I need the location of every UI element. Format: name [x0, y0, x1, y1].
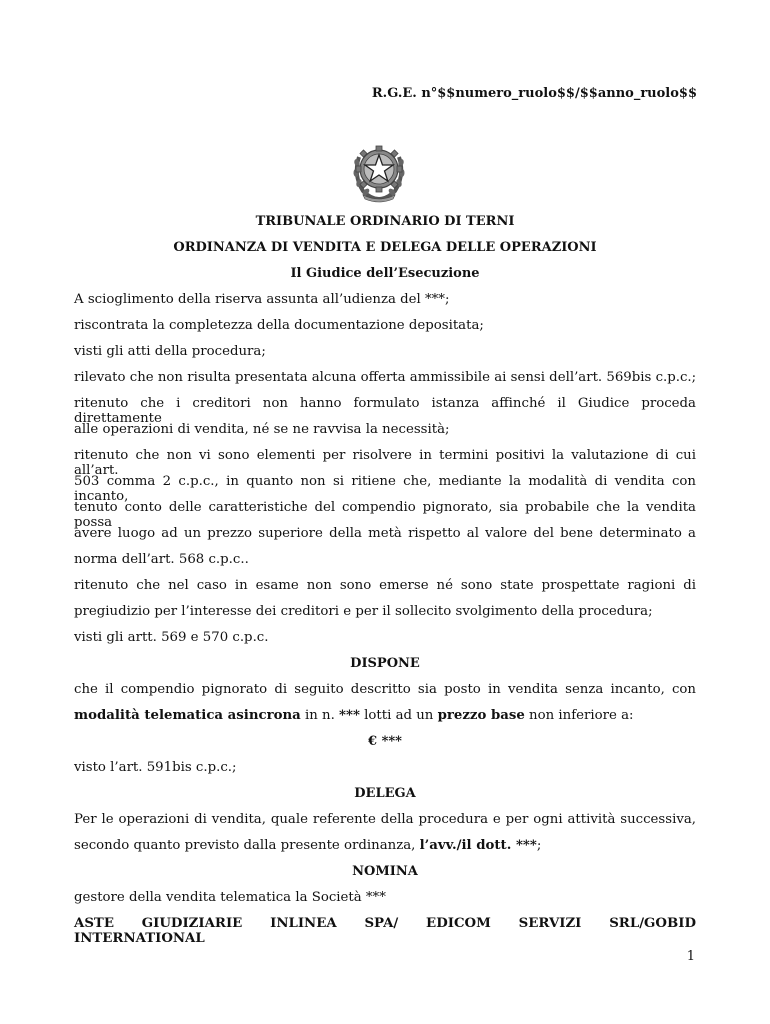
lots-count: *** — [339, 708, 360, 723]
delega-heading: DELEGA — [354, 786, 416, 801]
delega-text: secondo quanto previsto dalla presente ordinanza, — [74, 838, 420, 853]
body-line: visti gli artt. 569 e 570 c.p.c. — [74, 630, 269, 645]
rge-reference: R.G.E. n°$$numero_ruolo$$/$$anno_ruolo$$ — [371, 86, 697, 101]
body-line: ritenuto che non vi sono elementi per risolvere in termini positivi la valutazione di cui all’art. — [74, 448, 696, 478]
body-line: norma dell’art. 568 c.p.c.. — [74, 552, 249, 567]
nomina-line: gestore della vendita telematica la Società *** — [74, 890, 386, 905]
body-line: avere luogo ad un prezzo superiore della metà rispetto al valore del bene determinato a — [74, 526, 696, 541]
delega-line: Per le operazioni di vendita, quale referente della procedura e per ogni attività successiva, — [74, 812, 696, 827]
body-line: 503 comma 2 c.p.c., in quanto non si ritiene che, mediante la modalità di vendita con incanto, — [74, 474, 696, 504]
order-title: ORDINANZA DI VENDITA E DELEGA DELLE OPERAZIONI — [173, 240, 597, 255]
body-line: rilevato che non risulta presentata alcuna offerta ammissibile ai sensi dell’art. 569bis c.p.c.; — [74, 370, 697, 385]
nomina-companies: ASTE GIUDIZIARIE INLINEA SPA/ EDICOM SERVIZI SRL/GOBID INTERNATIONAL — [74, 916, 696, 946]
judge-title: Il Giudice dell’Esecuzione — [290, 266, 480, 281]
page-number: 1 — [686, 949, 695, 964]
base-amount: € *** — [368, 734, 402, 749]
body-line: riscontrata la completezza della documentazione depositata; — [74, 318, 484, 333]
body-line: ritenuto che i creditori non hanno formulato istanza affinché il Giudice proceda direttamente — [74, 396, 696, 426]
italian-republic-emblem-icon — [349, 137, 409, 203]
dispone-heading: DISPONE — [350, 656, 420, 671]
price-base: prezzo base — [437, 708, 525, 723]
price-tail: non inferiore a: — [524, 708, 634, 723]
delega-tail: ; — [536, 838, 542, 853]
court-title: TRIBUNALE ORDINARIO DI TERNI — [255, 214, 515, 229]
mode-bold: modalità telematica asincrona — [74, 708, 301, 723]
body-line: A scioglimento della riserva assunta all’udienza del ***; — [74, 292, 450, 307]
body-line: ritenuto che nel caso in esame non sono emerse né sono state prospettate ragioni di — [74, 578, 696, 593]
lots-text: lotti ad un — [359, 708, 438, 723]
body-line: tenuto conto delle caratteristiche del compendio pignorato, sia probabile che la vendita possa — [74, 500, 696, 530]
dispone-line: che il compendio pignorato di seguito descritto sia posto in vendita senza incanto, con — [74, 682, 696, 697]
visto-line: visto l’art. 591bis c.p.c.; — [74, 760, 237, 775]
body-line: visti gli atti della procedura; — [74, 344, 266, 359]
delega-referent-line — [74, 838, 696, 853]
mode-mid: in n. — [300, 708, 340, 723]
dispone-mode-line — [74, 708, 696, 723]
nomina-heading: NOMINA — [352, 864, 418, 879]
body-line: alle operazioni di vendita, né se ne ravvisa la necessità; — [74, 422, 450, 437]
delegate-name: l’avv./il dott. *** — [419, 838, 537, 853]
body-line: pregiudizio per l’interesse dei creditori e per il sollecito svolgimento della procedura; — [74, 604, 653, 619]
